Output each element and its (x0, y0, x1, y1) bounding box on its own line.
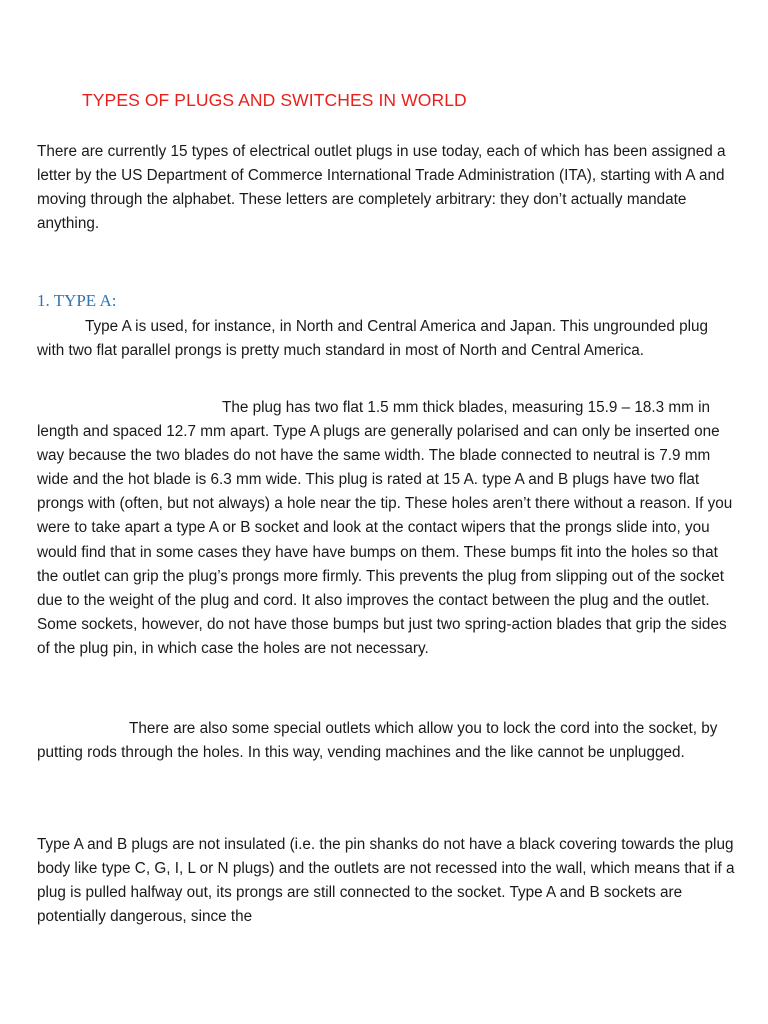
type-a-paragraph-2: The plug has two flat 1.5 mm thick blades, measuring 15.9 – 18.3 mm in length and spaced 12.7 mm apart. Type A plugs are generally polarised and can only be inserted one way because the two blades do not have the same width. The blade connected to neutral is 7.9 mm wide and the hot blade is 6.3 mm wide. This plug is rated at 15 A. type A and B plugs have two flat prongs with (often, but not always) a hole near the tip. These holes aren’t there without a reason. If you were to take apart a type A or B socket and look at the contact wipers that the prongs slide into, you would find that in some cases they have have bumps on them. These bumps fit into the holes so that the outlet can grip the plug’s prongs more firmly. This prevents the plug from slipping out of the socket due to the weight of the plug and cord. It also improves the contact between the plug and the outlet. Some sockets, however, do not have those bumps but just two spring-action blades that grip the sides of the plug pin, in which case the holes are not necessary. (37, 399, 733, 657)
section-heading-type-a: 1. TYPE A: (37, 291, 117, 310)
type-a-paragraph-1: Type A is used, for instance, in North and Central America and Japan. This ungrounded plug with two flat parallel prongs is pretty much standard in most of North and Central America. (37, 318, 709, 360)
intro-paragraph: There are currently 15 types of electrical outlet plugs in use today, each of which has been assigned a letter by the US Department of Commerce International Trade Administration (ITA), starting with A and moving through the alphabet. These letters are completely arbitrary: they don’t actually mandate anything. (37, 143, 726, 233)
type-a-paragraph-4: Type A and B plugs are not insulated (i.e. the pin shanks do not have a black covering towards the plug body like type C, G, I, L or N plugs) and the outlets are not recessed into the wall, which means that if a plug is pulled halfway out, its prongs are still connected to the socket. Type A and B sockets are potentially dangerous, since the (37, 836, 735, 926)
document-title: TYPES OF PLUGS AND SWITCHES IN WORLD (82, 90, 467, 110)
type-a-paragraph-3: There are also some special outlets which allow you to lock the cord into the socket, by putting rods through the holes. In this way, vending machines and the like cannot be unplugged. (37, 720, 718, 762)
